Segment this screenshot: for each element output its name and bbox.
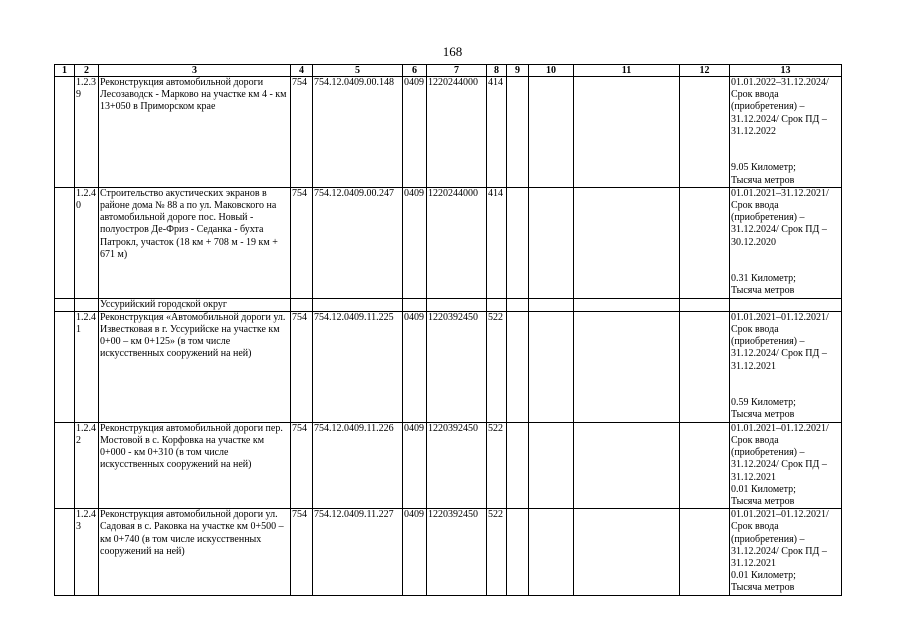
- cell-section-code: 0409: [403, 311, 427, 422]
- cell-target-article: 1220392450: [427, 422, 487, 508]
- cell-col10: [529, 422, 574, 508]
- cell-dates-capacity: 01.01.2021–01.12.2021/ Срок ввода (приобретения) – 31.12.2024/ Срок ПД – 31.12.2021 0.01 Километр; Тысяча метров: [730, 422, 842, 508]
- column-header-11: 11: [574, 65, 680, 77]
- column-header-12: 12: [680, 65, 730, 77]
- cell-col10: [529, 509, 574, 595]
- budget-table: [54, 64, 842, 596]
- cell-col10: [529, 311, 574, 422]
- column-header-10: 10: [529, 65, 574, 77]
- cell-grbs-code: 754: [291, 422, 313, 508]
- cell-item-number: 1.2.4 2: [75, 422, 99, 508]
- cell-col1: [55, 422, 75, 508]
- cell-expense-type: 522: [487, 311, 507, 422]
- column-header-7: 7: [427, 65, 487, 77]
- cell-col11: [574, 311, 680, 422]
- cell-col12: [680, 509, 730, 595]
- cell-col12: [680, 77, 730, 188]
- table-row: [55, 187, 842, 298]
- cell-grbs-code: 754: [291, 509, 313, 595]
- table-row: [55, 509, 842, 595]
- column-header-5: 5: [313, 65, 403, 77]
- cell-col11: [574, 77, 680, 188]
- cell-expense-type: 522: [487, 422, 507, 508]
- cell-object-code: 754.12.0409.00.247: [313, 187, 403, 298]
- cell-object-code: 754.12.0409.11.225: [313, 311, 403, 422]
- cell-target-article: [427, 298, 487, 311]
- cell-object-code: 754.12.0409.11.227: [313, 509, 403, 595]
- cell-object-code: 754.12.0409.11.226: [313, 422, 403, 508]
- cell-grbs-code: 754: [291, 311, 313, 422]
- cell-grbs-code: [291, 298, 313, 311]
- cell-grbs-code: 754: [291, 187, 313, 298]
- cell-expense-type: 414: [487, 77, 507, 188]
- cell-item-number: 1.2.4 3: [75, 509, 99, 595]
- cell-section-code: 0409: [403, 422, 427, 508]
- column-header-13: 13: [730, 65, 842, 77]
- cell-col1: [55, 298, 75, 311]
- table-row: [55, 77, 842, 188]
- cell-col12: [680, 298, 730, 311]
- cell-dates-capacity: [730, 298, 842, 311]
- column-header-9: 9: [507, 65, 529, 77]
- cell-item-number: [75, 298, 99, 311]
- cell-object-name: Реконструкция автомобильной дороги ул. Садовая в с. Раковка на участке км 0+500 – км 0+740 (в том числе искусственных сооружений на ней): [99, 509, 291, 595]
- column-header-2: 2: [75, 65, 99, 77]
- section-subheading-row: [55, 298, 842, 311]
- cell-col9: [507, 298, 529, 311]
- cell-col12: [680, 422, 730, 508]
- cell-item-number: 1.2.3 9: [75, 77, 99, 188]
- cell-col9: [507, 422, 529, 508]
- cell-col10: [529, 187, 574, 298]
- column-header-4: 4: [291, 65, 313, 77]
- cell-col11: [574, 422, 680, 508]
- column-number-header: [55, 65, 842, 77]
- cell-target-article: 1220392450: [427, 311, 487, 422]
- cell-dates-capacity: 01.01.2021–31.12.2021/ Срок ввода (приобретения) – 31.12.2024/ Срок ПД – 30.12.2020 0.31 Километр; Тысяча метров: [730, 187, 842, 298]
- cell-target-article: 1220244000: [427, 187, 487, 298]
- cell-object-code: [313, 298, 403, 311]
- column-header-8: 8: [487, 65, 507, 77]
- cell-col9: [507, 77, 529, 188]
- cell-object-name: Строительство акустических экранов в районе дома № 88 а по ул. Маковского на автомобильной дороге пос. Новый - полуостров Де-Фриз - Седанка - бухта Патрокл, участок (18 км + 708 м - 19 км + 671 м): [99, 187, 291, 298]
- cell-col11: [574, 298, 680, 311]
- cell-dates-capacity: 01.01.2022–31.12.2024/ Срок ввода (приобретения) – 31.12.2024/ Срок ПД – 31.12.2022 9.05 Километр; Тысяча метров: [730, 77, 842, 188]
- cell-dates-capacity: 01.01.2021–01.12.2021/ Срок ввода (приобретения) – 31.12.2024/ Срок ПД – 31.12.2021 0.59 Километр; Тысяча метров: [730, 311, 842, 422]
- cell-section-code: 0409: [403, 77, 427, 188]
- cell-col10: [529, 77, 574, 188]
- cell-section-code: 0409: [403, 187, 427, 298]
- cell-col9: [507, 311, 529, 422]
- cell-item-number: 1.2.4 1: [75, 311, 99, 422]
- cell-col9: [507, 187, 529, 298]
- cell-expense-type: 522: [487, 509, 507, 595]
- cell-col1: [55, 187, 75, 298]
- cell-col1: [55, 311, 75, 422]
- cell-expense-type: [487, 298, 507, 311]
- cell-object-name: Реконструкция автомобильной дороги пер. Мостовой в с. Корфовка на участке км 0+000 - км 0+310 (в том числе искусственных сооружений на ней): [99, 422, 291, 508]
- cell-col11: [574, 187, 680, 298]
- column-header-6: 6: [403, 65, 427, 77]
- cell-col1: [55, 509, 75, 595]
- cell-col12: [680, 311, 730, 422]
- cell-target-article: 1220244000: [427, 77, 487, 188]
- cell-object-code: 754.12.0409.00.148: [313, 77, 403, 188]
- cell-dates-capacity: 01.01.2021–01.12.2021/ Срок ввода (приобретения) – 31.12.2024/ Срок ПД – 31.12.2021 0.01 Километр; Тысяча метров: [730, 509, 842, 595]
- cell-expense-type: 414: [487, 187, 507, 298]
- column-header-1: 1: [55, 65, 75, 77]
- cell-section-code: 0409: [403, 509, 427, 595]
- cell-col11: [574, 509, 680, 595]
- cell-target-article: 1220392450: [427, 509, 487, 595]
- cell-object-name: Реконструкция автомобильной дороги Лесозаводск - Марково на участке км 4 - км 13+050 в Приморском крае: [99, 77, 291, 188]
- cell-col10: [529, 298, 574, 311]
- table-row: [55, 311, 842, 422]
- cell-grbs-code: 754: [291, 77, 313, 188]
- page-number: 168: [442, 44, 463, 59]
- cell-col1: [55, 77, 75, 188]
- cell-col9: [507, 509, 529, 595]
- cell-object-name: Реконструкция «Автомобильной дороги ул. Известковая в г. Уссурийске на участке км 0+00 – км 0+125» (в том числе искусственных сооружений на ней): [99, 311, 291, 422]
- cell-item-number: 1.2.4 0: [75, 187, 99, 298]
- table-row: [55, 422, 842, 508]
- cell-col12: [680, 187, 730, 298]
- column-header-3: 3: [99, 65, 291, 77]
- section-subheading: Уссурийский городской округ: [99, 298, 291, 311]
- cell-section-code: [403, 298, 427, 311]
